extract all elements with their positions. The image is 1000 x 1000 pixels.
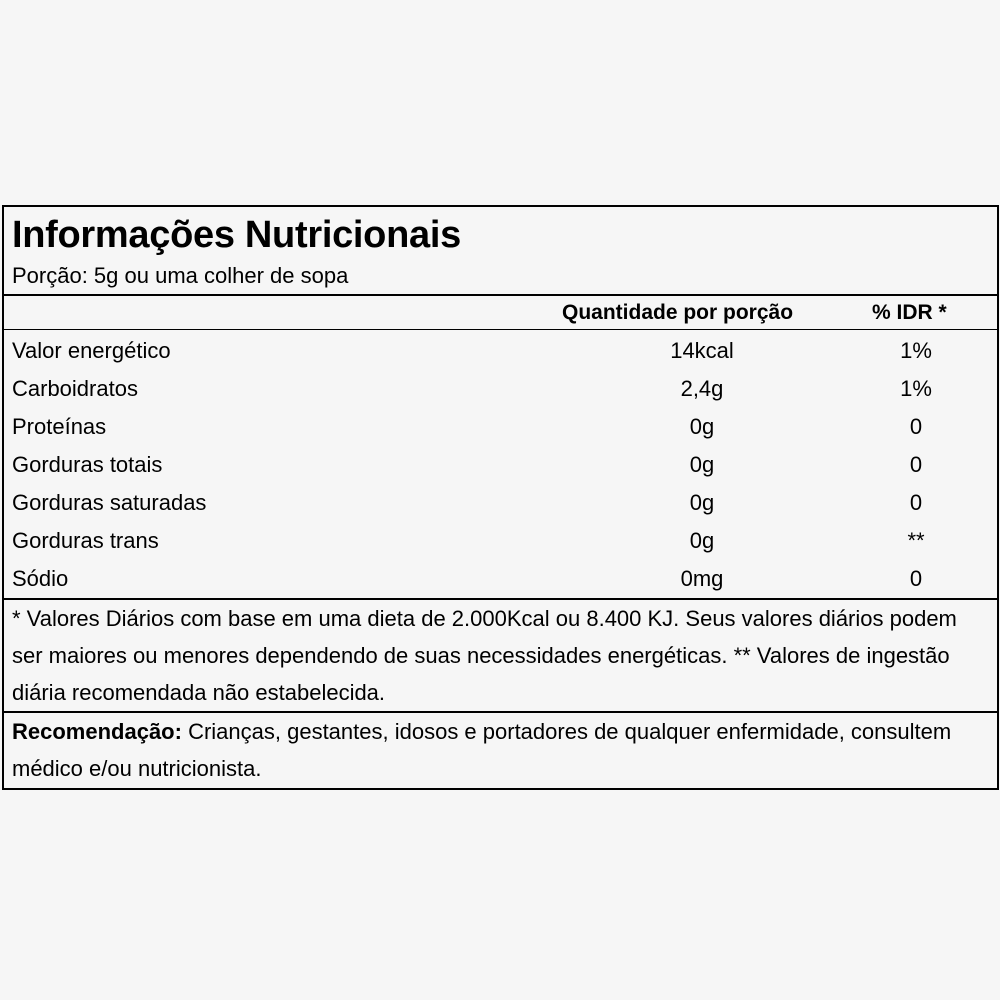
divider-columns [4, 329, 997, 330]
column-header-idr: % IDR * [872, 301, 947, 324]
nutrient-quantity: 0mg [680, 566, 724, 591]
nutrient-name: Valor energético [12, 338, 171, 363]
panel-title: Informações Nutricionais [12, 214, 461, 256]
nutrient-row [4, 370, 997, 408]
nutrient-quantity: 2,4g [680, 376, 724, 401]
recommendation-note [12, 713, 987, 787]
nutrient-idr: 0 [909, 566, 923, 591]
divider-header [4, 294, 997, 296]
nutrient-idr: ** [907, 528, 925, 553]
nutrient-quantity: 0g [689, 414, 715, 439]
nutrient-row [4, 560, 997, 598]
nutrient-row [4, 446, 997, 484]
nutrient-row [4, 332, 997, 370]
nutrient-name: Gorduras totais [12, 452, 163, 477]
nutrient-quantity: 0g [689, 490, 715, 515]
nutrient-quantity: 14kcal [670, 338, 734, 363]
nutrient-idr: 1% [900, 338, 932, 363]
nutrient-name: Proteínas [12, 414, 107, 439]
nutrient-row [4, 484, 997, 522]
recommendation-label: Recomendação: [12, 719, 182, 744]
nutrient-row [4, 408, 997, 446]
recommendation-text: Crianças, gestantes, idosos e portadores de qualquer enfermidade, consultem médico e/ou nutricionista. [12, 719, 952, 781]
nutrient-quantity: 0g [689, 452, 715, 477]
nutrient-row [4, 522, 997, 560]
daily-values-footnote: * Valores Diários com base em uma dieta de 2.000Kcal ou 8.400 KJ. Seus valores diários podem ser maiores ou menores dependendo de suas necessidades energéticas. ** Valores de ingestão diária recomendada não estabelecida. [12, 606, 957, 705]
nutrient-name: Gorduras saturadas [12, 490, 207, 515]
nutrient-idr: 0 [909, 414, 923, 439]
nutrient-quantity: 0g [689, 528, 715, 553]
portion-size: Porção: 5g ou uma colher de sopa [12, 263, 349, 288]
nutrition-facts-panel [2, 205, 999, 790]
nutrient-name: Sódio [12, 566, 69, 591]
column-header-quantity: Quantidade por porção [562, 301, 794, 324]
nutrient-idr: 1% [900, 376, 932, 401]
nutrient-idr: 0 [909, 490, 923, 515]
nutrient-idr: 0 [909, 452, 923, 477]
nutrient-name: Carboidratos [12, 376, 138, 401]
nutrient-name: Gorduras trans [12, 528, 159, 553]
